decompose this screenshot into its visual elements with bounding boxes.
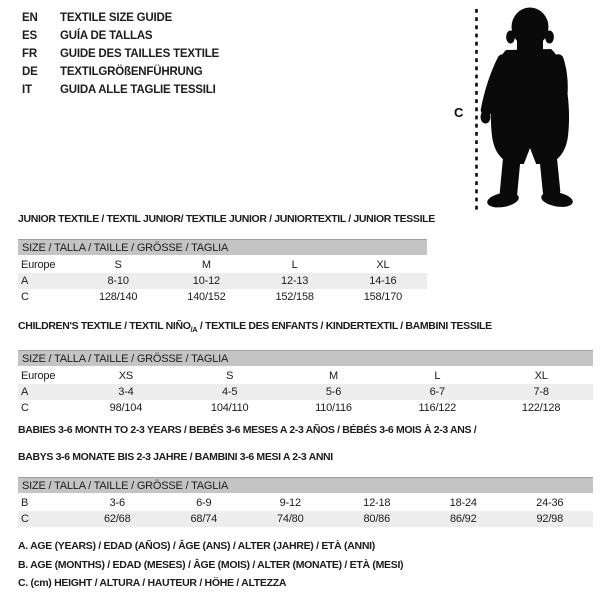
value-cell: L [291,259,298,271]
language-code: EN [22,12,38,24]
babies-size-table [18,477,593,527]
toddler-figure [450,0,600,232]
right-arm-shape [558,60,562,106]
language-row [22,27,219,45]
size-band-row [18,240,427,257]
title-text: BABIES 3-6 MONTH TO 2-3 YEARS / BEBÉS 3-6 MESES A 2-3 AÑOS / BÉBÉS 3-6 MOIS À 2-3 ANS / [18,424,477,436]
right-hand-shape [555,107,565,120]
language-guide-title: TEXTILE SIZE GUIDE [60,12,173,24]
height-measure-label: C [454,105,464,120]
value-cell: 116/122 [418,402,457,415]
right-leg-shape [548,156,552,191]
junior-size-table [18,239,427,305]
language-row [22,81,219,99]
value-cell: 80/86 [363,513,391,525]
value-cell: 18-24 [449,497,477,509]
value-cell: 14-16 [369,275,397,287]
toddler-silhouette [481,8,574,210]
children-size-table [18,350,593,416]
row-label-cell: A [21,275,29,287]
title-text: / TEXTILE DES ENFANTS / KINDERTEXTIL / BAMBINI TESSILE [197,320,492,332]
language-code: DE [22,66,38,78]
value-cell: 122/128 [521,402,561,415]
row-label-cell: C [21,402,29,415]
junior-section-title [18,212,435,226]
toddler-figure-graphic [450,0,600,230]
value-cell: 12-18 [363,497,391,509]
value-cell: 6-9 [196,497,212,509]
table-row [18,511,593,527]
value-cell: L [434,370,441,383]
table-row [18,494,593,511]
footnotes [18,537,403,593]
babies-section-title [18,450,593,464]
value-cell: 7-8 [533,386,549,399]
language-code: IT [22,84,32,96]
value-cell: 98/104 [109,402,143,415]
footnote-line: B. AGE (MONTHS) / EDAD (MESES) / ÂGE (MOIS) / ALTER (MONATE) / ETÀ (MESI) [18,558,404,571]
value-cell: 86/92 [449,513,477,525]
section-junior [18,212,435,305]
title-text: /A [190,325,198,335]
title-text: JUNIOR TEXTILE / TEXTIL JUNIOR/ TEXTILE JUNIOR / JUNIORTEXTIL / JUNIOR TESSILE [18,213,435,225]
section-babies [18,423,593,527]
value-cell: 12-13 [281,275,309,287]
value-cell: 24-36 [536,497,564,509]
row-label-cell: C [21,513,29,525]
table-row [18,367,593,384]
language-guide-title: TEXTILGRÖßENFÜHRUNG [60,66,203,78]
language-row [22,9,219,27]
section-children [18,319,593,416]
value-cell: 104/110 [210,402,249,415]
row-label-cell: A [21,386,29,399]
value-cell: S [114,259,122,271]
value-cell: 3-6 [109,497,125,509]
table-row [18,289,427,305]
value-cell: XL [534,370,548,383]
value-cell: 10-12 [192,275,220,287]
value-cell: 110/116 [315,402,352,415]
footnote-line: A. AGE (YEARS) / EDAD (AÑOS) / ÂGE (ANS) / ALTER (JAHRE) / ETÀ (ANNI) [18,540,375,552]
row-label-cell: Europe [21,259,56,271]
value-cell: 5-6 [325,386,342,399]
row-label-cell: C [21,291,29,303]
language-row [22,63,219,81]
value-cell: 158/170 [363,291,403,303]
size-band-row [18,478,593,495]
row-label-cell: Europe [21,370,56,383]
value-cell: 152/158 [275,291,314,303]
language-guide-title: GUIDA ALLE TAGLIE TESSILI [60,84,216,96]
row-label-cell: B [21,497,29,509]
children-section-title [18,319,593,337]
babies-section-title [18,423,593,437]
value-cell: 128/140 [98,291,138,303]
value-cell: XL [376,259,390,271]
table-row [18,256,427,273]
language-code: ES [22,30,37,42]
value-cell: 62/68 [103,513,131,525]
value-cell: 9-12 [279,497,301,509]
value-cell: S [226,370,234,383]
table-row [18,384,593,400]
table-row [18,400,593,416]
value-cell: 74/80 [276,513,304,525]
value-cell: M [329,370,338,383]
footnote-line: C. (cm) HEIGHT / ALTURA / HAUTEUR / HÖHE / ALTEZZA [18,577,287,589]
value-cell: XS [118,370,134,383]
left-leg-shape [509,156,513,193]
language-code: FR [22,48,37,60]
size-band-header: SIZE / TALLA / TAILLE / GRÖSSE / TAGLIA [18,478,593,495]
language-title-list [22,9,219,99]
value-cell: 6-7 [429,386,445,399]
table-row [18,273,427,289]
value-cell: 8-10 [107,275,129,287]
value-cell: 3-4 [118,386,134,399]
size-band-row [18,351,593,368]
left-hand-shape [481,111,491,124]
language-guide-title: GUIDE DES TAILLES TEXTILE [60,48,219,60]
size-band-header: SIZE / TALLA / TAILLE / GRÖSSE / TAGLIA [18,240,427,257]
value-cell: M [201,259,211,271]
value-cell: 68/74 [190,513,218,525]
value-cell: 4-5 [222,386,238,399]
value-cell: 92/98 [536,513,564,525]
language-row [22,45,219,63]
language-guide-title: GUÍA DE TALLAS [60,30,153,42]
title-text: BABYS 3-6 MONATE BIS 2-3 JAHRE / BAMBINI 3-6 MESI A 2-3 ANNI [18,451,333,463]
value-cell: 140/152 [187,291,226,303]
title-text: CHILDREN'S TEXTILE / TEXTIL NIÑO [18,320,191,332]
size-band-header: SIZE / TALLA / TAILLE / GRÖSSE / TAGLIA [18,351,593,368]
